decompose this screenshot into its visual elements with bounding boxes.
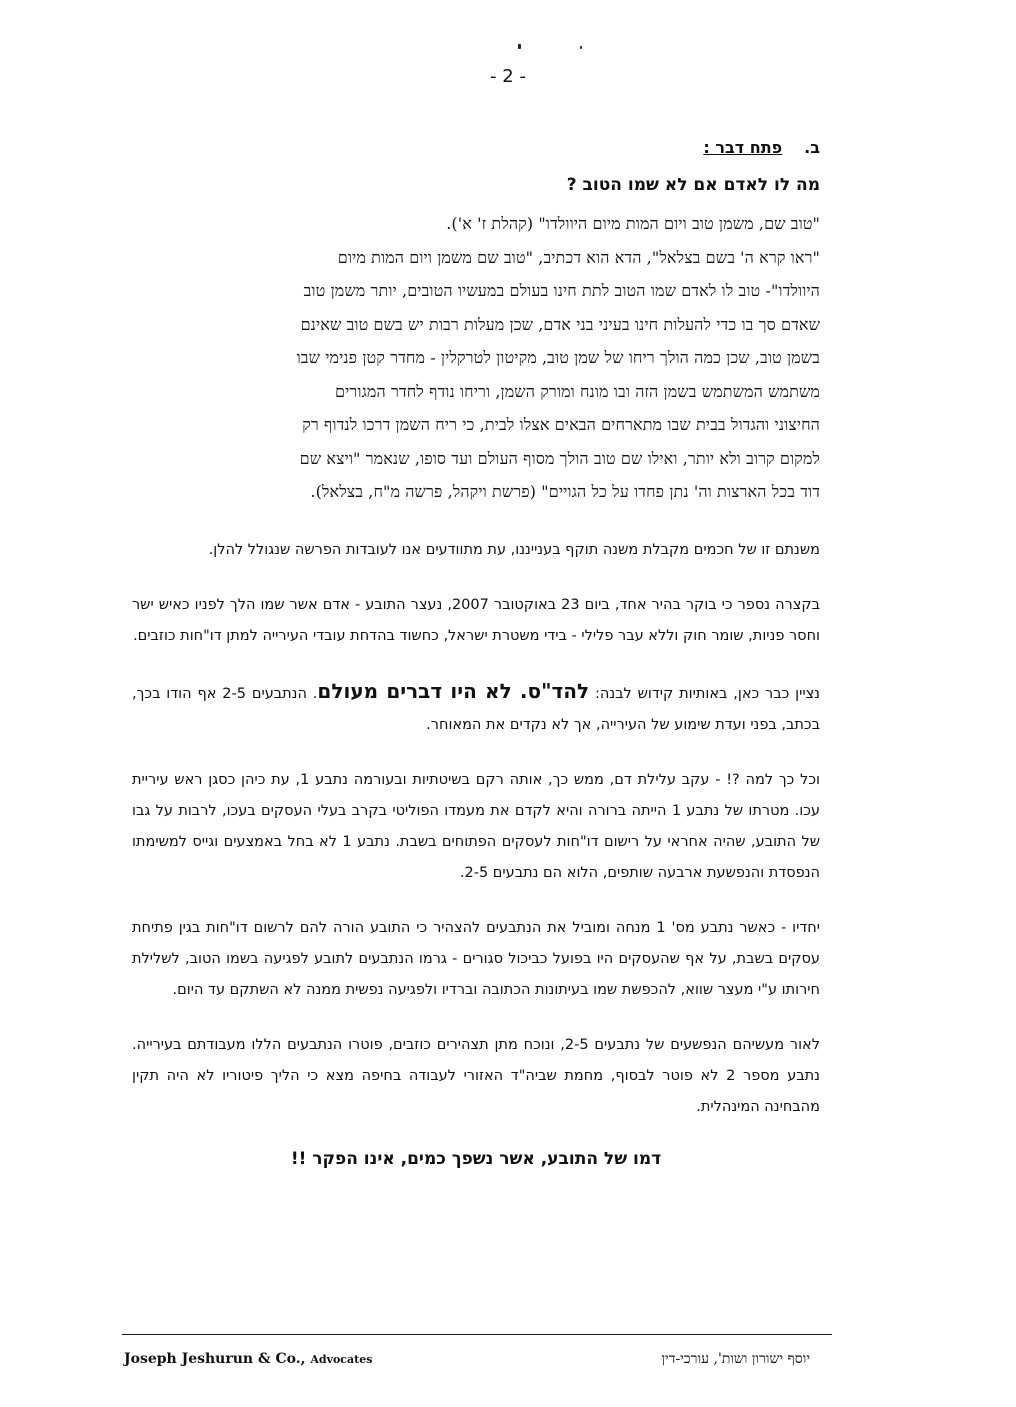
quote-line: היוולדו"- טוב לו לאדם שמו הטוב לתת חינו בעולם במעשיו הטובים, יותר משמן טוב [303,281,820,300]
footer-firm-hebrew: יוסף ישורון ושות', עורכי-דין [661,1351,810,1367]
quote-line: דוד בכל הארצות וה' נתן פחדו על כל הגויים" (פרשת ויקהל, פרשה מ"ח, בצלאל). [310,482,820,501]
paragraph-6: לאור מעשיהם הנפשעים של נתבעים 2-5, ונוכח מתן תצהירים כוזבים, פוטרו הנתבעים הללו מעבודתם בעירייה. נתבע מספר 2 לא פוטר לבסוף, מחמת שביה"ד האזורי לעבודה בחיפה מצא כי הליך פיטוריו לא היה תקין מהבחינה המינהלית. [132,1036,820,1115]
opening-heading: מה לו לאדם אם לא שמו הטוב ? [566,175,820,195]
quote-line: למקום קרוב ולא יותר, ואילו שם טוב הולך מסוף העולם ועד סופו, שנאמר "ויצא שם [299,448,820,468]
paragraph-2: בקצרה נספר כי בוקר בהיר אחד, ביום 23 באוקטובר 2007, נעצר התובע - אדם אשר שמו הלך לפניו כאיש ישר וחסר פניות, שומר חוק וללא עבר פלילי - בידי משטרת ישראל, כחשוד בהדחת עובדי העירייה למתן דו"חות כוזבים. [132,596,821,644]
section-title: פתח דבר : [703,138,783,157]
document-body [132,138,820,1169]
firm-suffix-english: Advocates [310,1353,373,1366]
paragraph-3-intro: נציין כבר כאן, באותיות קידוש לבנה: [589,685,820,702]
section-letter: ב. [804,138,820,157]
quote-line: "ראו קרא ה' בשם בצלאל", הדא הוא דכתיב, "טוב שם משמן ויום המות מיום [337,247,820,267]
scan-speck [580,46,582,49]
scan-speck [518,44,521,49]
paragraph-3 [132,676,820,741]
opening-quote [132,207,820,509]
page-number: - 2 - [490,66,526,87]
paragraph-3-rest: . הנתבעים 2-5 אף הודו בכך, בכתב, בפני ועדת שימוע של העירייה, אך לא נקדים את המאוחר. [132,685,820,733]
footer-firm-english [124,1351,372,1367]
paragraph-3-emphasis: להד"ס. לא היו דברים מעולם [317,678,590,703]
quote-line: משתמש המשתמש בשמן הזה ובו מונח ומורק השמן, וריחו נודף לחדר המגורים [334,381,820,401]
quote-line: החיצוני והגדול בבית שבו מתארחים הבאים אצלו לבית, כי ריח השמן דרכו לנדוף רק [302,415,820,434]
paragraph-5: יחדיו - כאשר נתבע מס' 1 מנחה ומוביל את הנתבעים להצהיר כי התובע הורה להם לרשום דו"חות בגין פתיחת עסקים בשבת, על אף שהעסקים היו בפועל כביכול סגורים - גרמו הנתבעים לתובע לפגיעה בשמו הטוב, לשלילת חירותו ע"י מעצר שווא, להכפשת שמו בעיתונות הכתובה וברדיו ולפגיעה נפשית ממנה לא השתקם עד היום. [132,919,820,998]
paragraph-4: וכל כך למה ?! - עקב עלילת דם, ממש כך, אותה רקם בשיטתיות ובעורמה נתבע 1, עת כיהן כסגן ראש עיריית עכו. מטרתו של נתבע 1 הייתה ברורה והיא לקדם את מעמדו הפוליטי בקרב בעלי העסקים בעכו, לרבות על גבו של התובע, שהיה אחראי על רישום דו"חות לעסקים הפתוחים בשבת. נתבע 1 לא בחל באמצעים וגייס למשימתו הנפסדת והנפשעת ארבעה שותפים, הלוא הם נתבעים 2-5. [132,771,820,881]
quote-line: "טוב שם, משמן טוב ויום המות מיום היוולדו" (קהלת ז' א'). [446,214,820,233]
closing-heading: דמו של התובע, אשר נשפך כמים, אינו הפקר !! [290,1148,662,1169]
section-header [132,138,820,157]
footer-divider [122,1334,832,1335]
paragraph-1: משנתם זו של חכמים מקבלת משנה תוקף בענייננו, עת מתוודעים אנו לעובדות הפרשה שנגולל להלן. [208,541,820,558]
quote-line: בשמן טוב, שכן כמה הולך ריחו של שמן טוב, מקיטון לטרקלין - מחדר קטן פנימי שבו [296,348,820,367]
firm-name-english: Joseph Jeshurun & Co., [124,1351,306,1367]
quote-line: שאדם סך בו כדי להעלות חינו בעיני בני אדם, שכן מעלות רבות יש בשם טוב שאינם [300,314,820,334]
